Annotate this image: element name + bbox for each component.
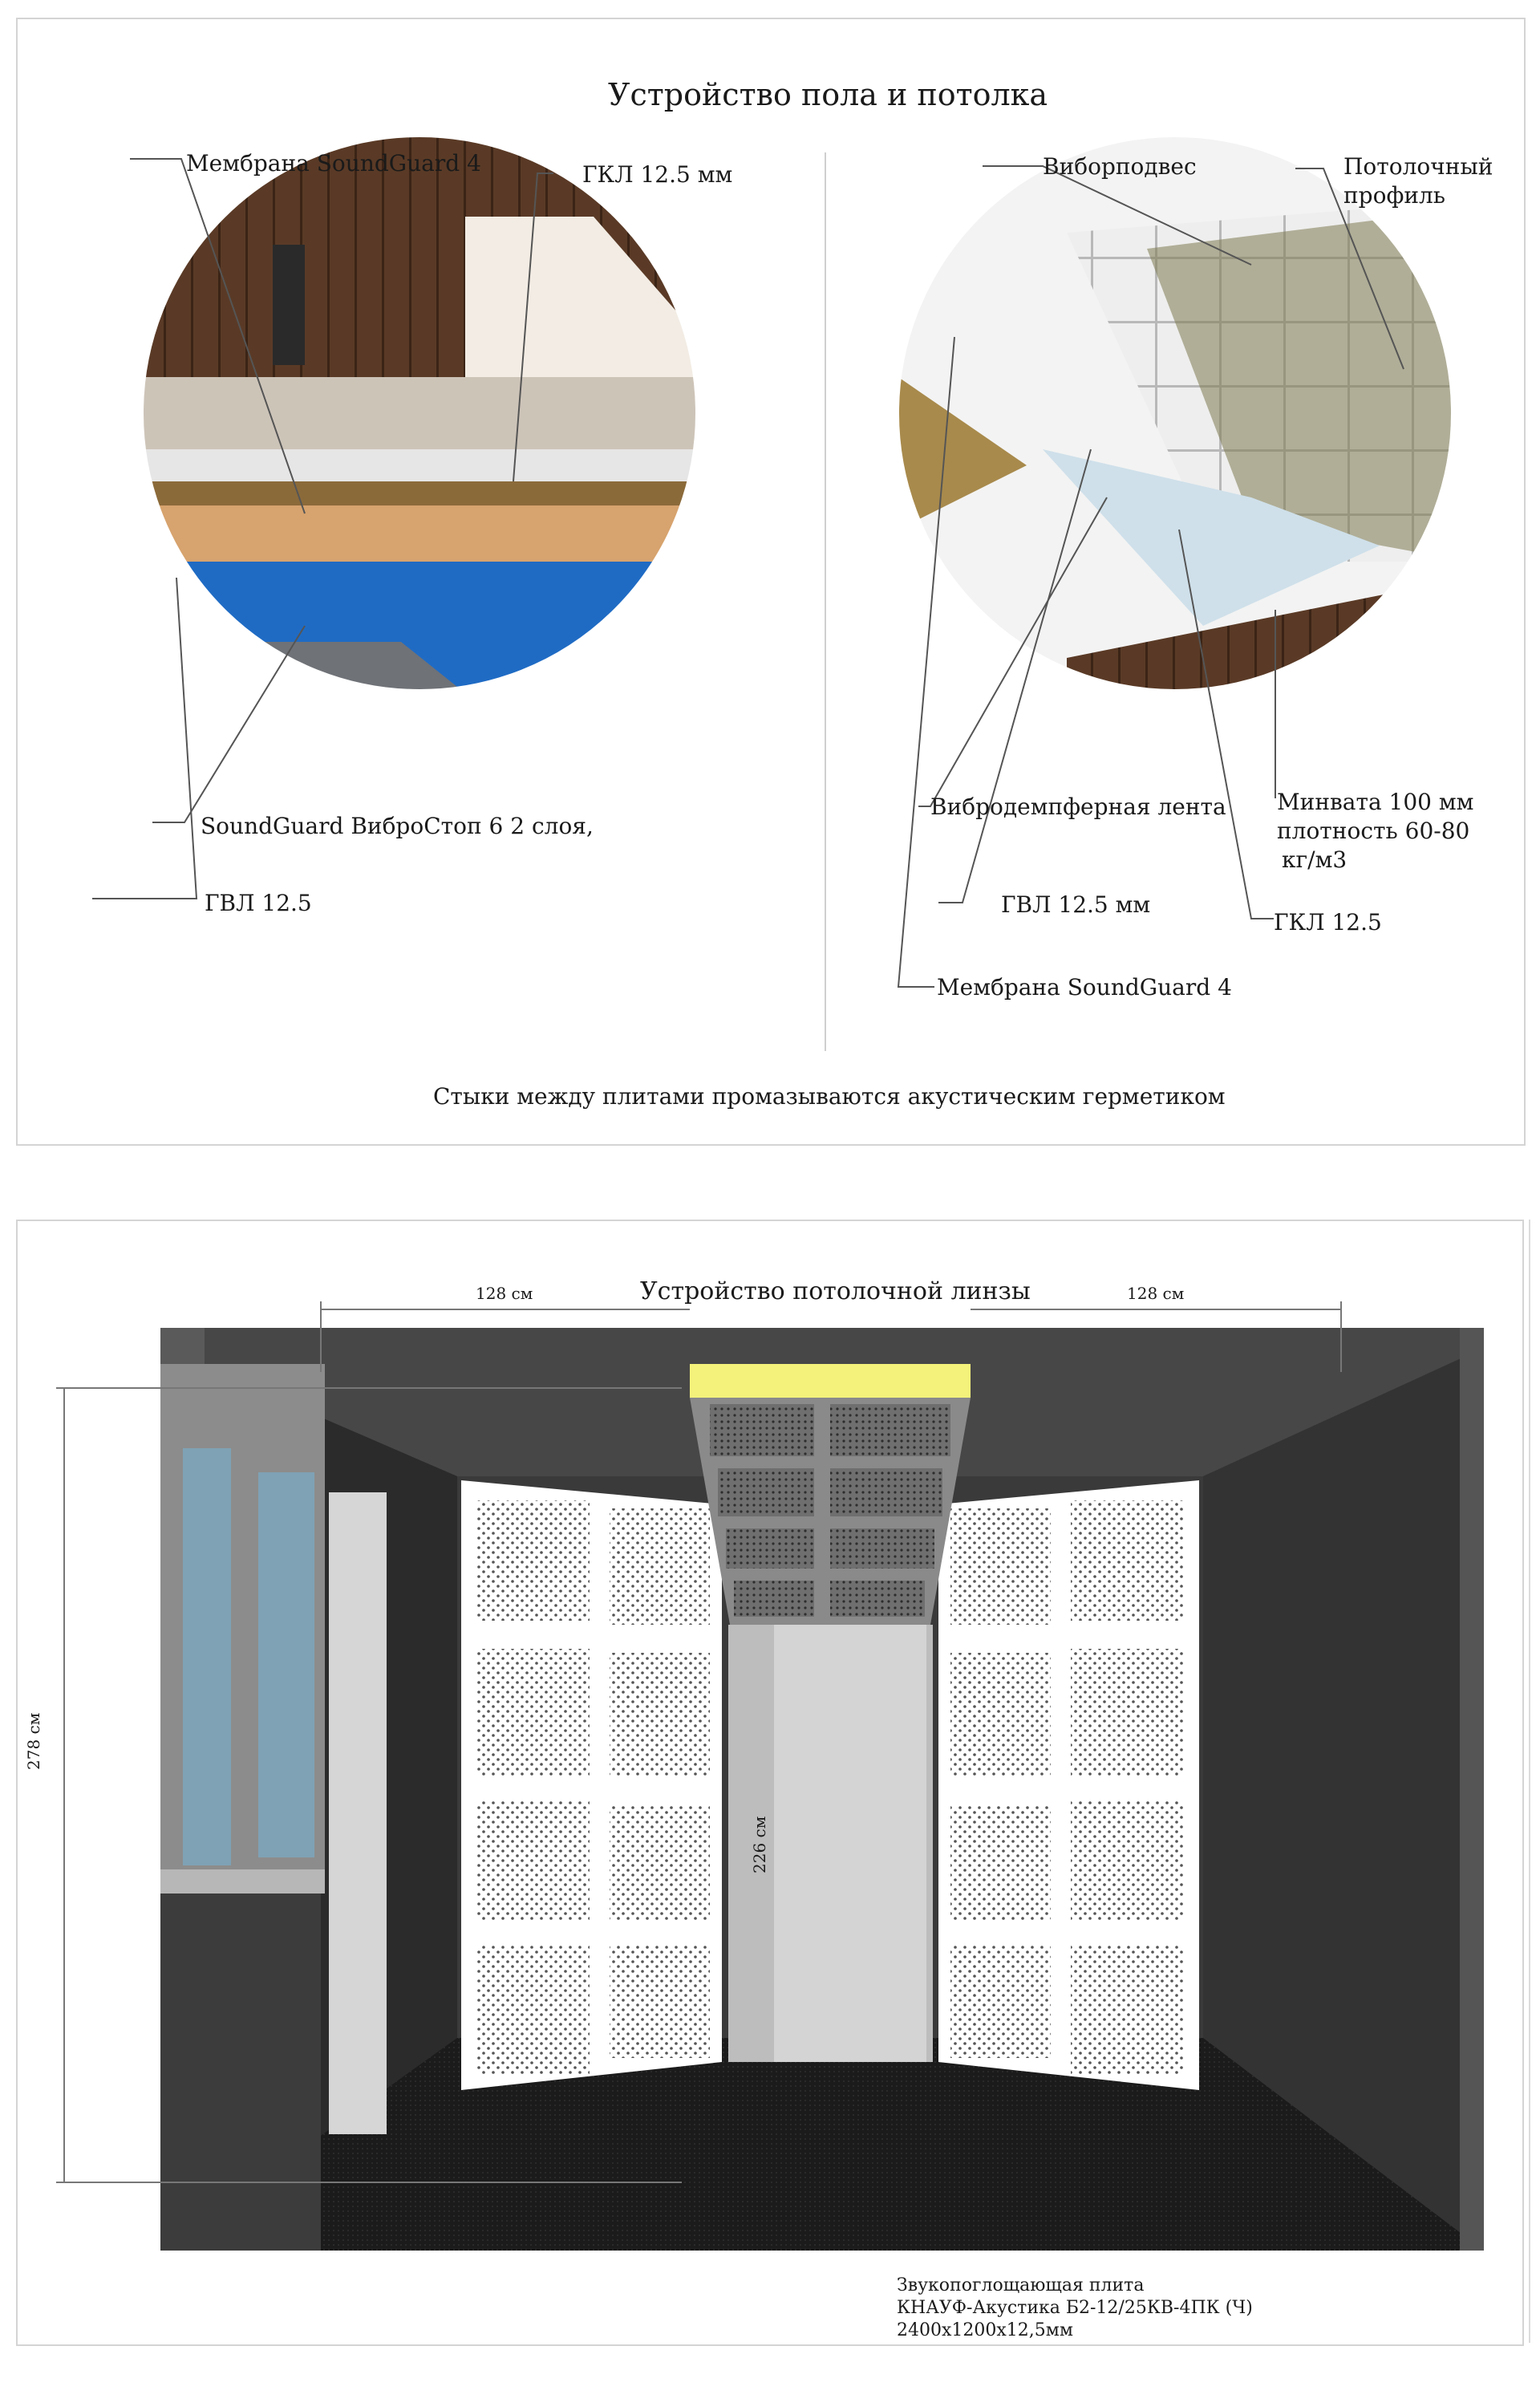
ceiling-label-membrane: Мембрана SoundGuard 4	[937, 974, 1232, 1001]
ceiling-label-profile-1: Потолочный	[1343, 153, 1493, 180]
ceiling-label-profile-2: профиль	[1343, 182, 1446, 209]
lens-title: Устройство потолочной линзы	[640, 1277, 1031, 1305]
floor-ceiling-title: Устройство пола и потолка	[608, 77, 1048, 112]
ceiling-label-wool-1: Минвата 100 мм	[1277, 789, 1474, 815]
ceiling-label-gvl: ГВЛ 12.5 мм	[1001, 891, 1151, 918]
spec-line-2: КНАУФ-Акустика Б2-12/25КВ-4ПК (Ч)	[897, 2298, 1253, 2318]
spec-line-1: Звукопоглощающая плита	[897, 2275, 1145, 2295]
spec-line-3: 2400х1200х12,5мм	[897, 2320, 1073, 2340]
dim-room-height: 278 см	[24, 1712, 43, 1770]
floor-label-gkl: ГКЛ 12.5 мм	[582, 161, 733, 188]
ceiling-label-gkl: ГКЛ 12.5	[1274, 909, 1382, 936]
ceiling-label-damper-tape: Вибродемпферная лента	[930, 794, 1226, 820]
lens-grid-cells	[710, 1404, 950, 1617]
ceiling-label-vibro-hanger: Виборподвес	[1043, 153, 1197, 180]
floor-label-gvl: ГВЛ 12.5	[205, 890, 312, 916]
floor-label-membrane: Мембрана SoundGuard 4	[186, 150, 481, 177]
dim-right-width: 128 см	[1127, 1284, 1185, 1303]
dim-left-width: 128 см	[476, 1284, 533, 1303]
joints-footnote: Стыки между плитами промазываются акустическим герметиком	[433, 1083, 1226, 1110]
floor-label-vibrostop: SoundGuard ВиброСтоп 6 2 слоя,	[201, 813, 594, 839]
ceiling-label-wool-2: плотность 60-80	[1277, 818, 1470, 844]
dim-door-height: 226 см	[750, 1816, 769, 1873]
lens-light-strip	[690, 1364, 971, 1398]
ceiling-label-wool-3: кг/м3	[1282, 846, 1348, 873]
